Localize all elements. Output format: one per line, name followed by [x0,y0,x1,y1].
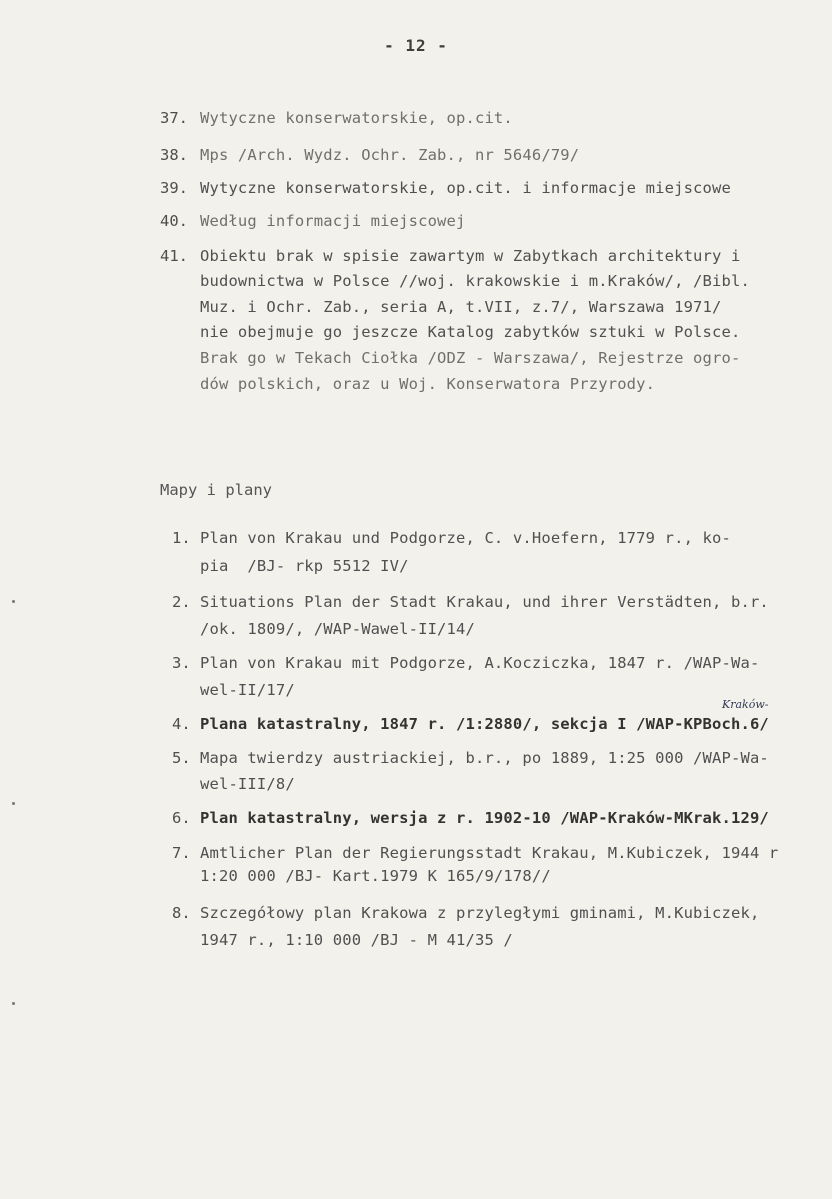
map-text: Plana katastralny, 1847 r. /1:2880/, sekcja I /WAP-KPBoch.6/ [200,715,769,733]
handwritten-annotation: Kraków- [722,698,769,711]
map-number: 4. [172,715,191,733]
note-number: 39. [160,179,188,197]
note-text: budownictwa w Polsce //woj. krakowskie i m.Kraków/, /Bibl. [200,272,750,290]
note-text: Muz. i Ochr. Zab., seria A, t.VII, z.7/, Warszawa 1971/ [200,298,722,316]
note-number: 38. [160,146,188,164]
map-text: 1947 r., 1:10 000 /BJ - M 41/35 / [200,931,513,949]
map-text: /ok. 1809/, /WAP-Wawel-II/14/ [200,620,475,638]
map-text: pia /BJ- rkp 5512 IV/ [200,557,409,575]
map-text: wel-III/8/ [200,775,295,793]
map-text: Plan von Krakau mit Podgorze, A.Kocziczka, 1847 r. /WAP-Wa- [200,654,760,672]
map-text: Plan von Krakau und Podgorze, C. v.Hoefern, 1779 r., ko- [200,529,731,547]
note-number: 40. [160,212,188,230]
note-number: 41. [160,247,188,265]
map-text: Amtlicher Plan der Regierungsstadt Krakau, M.Kubiczek, 1944 r [200,844,779,862]
note-text: Według informacji miejscowej [200,212,466,230]
note-text: dów polskich, oraz u Woj. Konserwatora Przyrody. [200,375,656,393]
map-number: 5. [172,749,191,767]
note-text: Wytyczne konserwatorskie, op.cit. [200,109,513,127]
map-number: 6. [172,809,191,827]
note-text: nie obejmuje go jeszcze Katalog zabytków sztuki w Polsce. [200,323,741,341]
margin-dot [12,1002,15,1005]
map-text: 1:20 000 /BJ- Kart.1979 K 165/9/178// [200,867,551,885]
map-number: 3. [172,654,191,672]
map-text: wel-II/17/ [200,681,295,699]
note-text: Mps /Arch. Wydz. Ochr. Zab., nr 5646/79/ [200,146,580,164]
map-number: 2. [172,593,191,611]
note-number: 37. [160,109,188,127]
note-text: Brak go w Tekach Ciołka /ODZ - Warszawa/, Rejestrze ogro- [200,349,741,367]
map-number: 1. [172,529,191,547]
page-number: - 12 - [384,36,448,55]
section-title: Mapy i plany [160,481,272,499]
map-text: Szczegółowy plan Krakowa z przyległymi gminami, M.Kubiczek, [200,904,760,922]
map-text: Situations Plan der Stadt Krakau, und ihrer Verstädten, b.r. [200,593,769,611]
map-text: Plan katastralny, wersja z r. 1902-10 /WAP-Kraków-MKrak.129/ [200,809,769,827]
note-text: Obiektu brak w spisie zawartym w Zabytkach architektury i [200,247,741,265]
note-text: Wytyczne konserwatorskie, op.cit. i informacje miejscowe [200,179,731,197]
map-number: 7. [172,844,191,862]
margin-dot [12,802,15,805]
margin-dot [12,600,15,603]
map-number: 8. [172,904,191,922]
map-text: Mapa twierdzy austriackiej, b.r., po 1889, 1:25 000 /WAP-Wa- [200,749,769,767]
